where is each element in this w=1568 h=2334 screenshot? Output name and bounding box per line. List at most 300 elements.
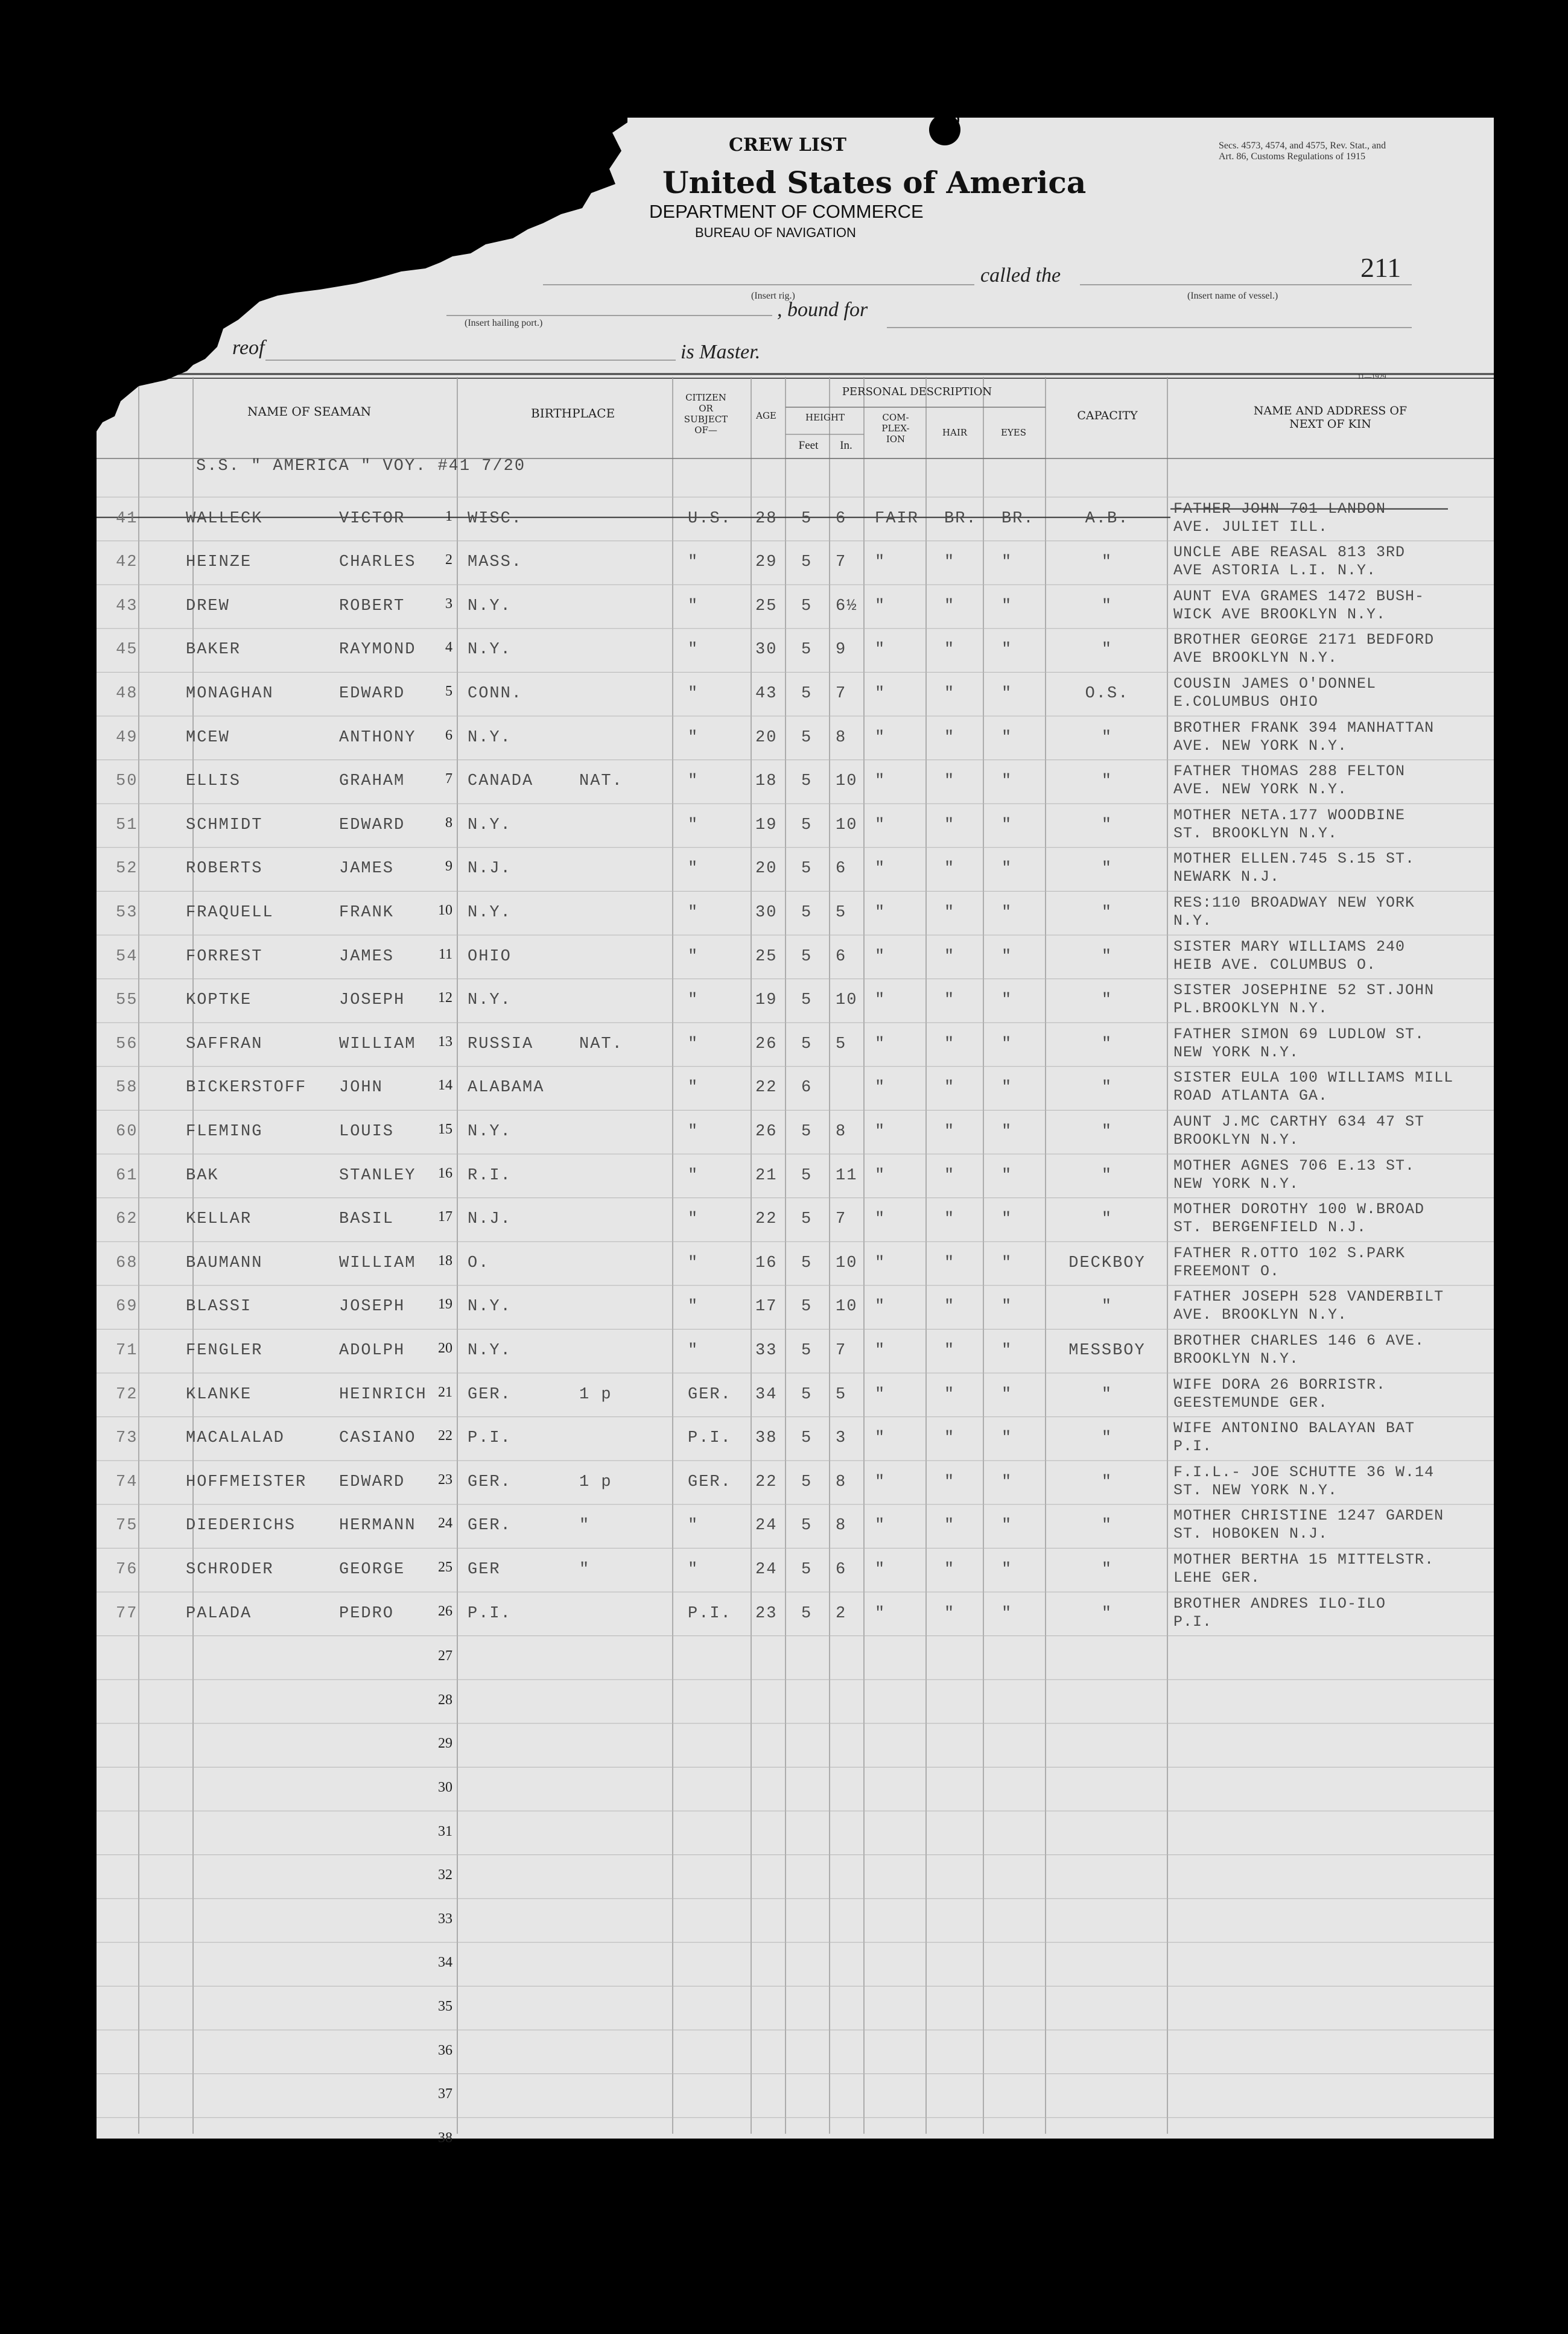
citizenship: " <box>688 1035 699 1053</box>
seaman-first-name: EDWARD <box>339 816 405 834</box>
naturalized-note: NAT. <box>579 772 623 791</box>
form-title: CREW LIST <box>729 135 846 156</box>
seaman-first-name: ANTHONY <box>339 728 416 747</box>
next-of-kin-line-1: MOTHER DOROTHY 100 W.BROAD <box>1173 1200 1425 1219</box>
row-ref-number: 58 <box>116 1079 138 1097</box>
empty-row-number: 35 <box>438 1999 452 2014</box>
seaman-last-name: FENGLER <box>186 1342 263 1360</box>
seaman-last-name: ROBERTS <box>186 860 263 878</box>
seaman-last-name: FORREST <box>186 947 263 966</box>
seaman-first-name: JOSEPH <box>339 991 405 1010</box>
age: 20 <box>755 728 778 747</box>
next-of-kin-line-1: MOTHER AGNES 706 E.13 ST. <box>1173 1156 1415 1175</box>
next-of-kin-line-2: ST. HOBOKEN N.J. <box>1173 1525 1328 1543</box>
hair-color: " <box>944 641 956 659</box>
capacity: " <box>1101 1604 1113 1623</box>
complexion: " <box>875 641 886 659</box>
age: 25 <box>755 597 778 615</box>
naturalized-note: 1 p <box>579 1473 612 1491</box>
height-inches: 5 <box>836 1035 847 1053</box>
height-feet: 5 <box>801 1517 813 1535</box>
hair-color: " <box>944 772 956 791</box>
capacity: " <box>1101 1123 1113 1141</box>
seaman-first-name: ADOLPH <box>339 1342 405 1360</box>
birthplace: N.Y. <box>468 991 512 1010</box>
seaman-first-name: VICTOR <box>339 509 405 528</box>
naturalized-note: NAT. <box>579 1035 623 1053</box>
seaman-first-name: RAYMOND <box>339 641 416 659</box>
row-ref-number: 60 <box>116 1123 138 1141</box>
eye-color: " <box>1001 1604 1013 1623</box>
next-of-kin-line-2: FREEMONT O. <box>1173 1262 1280 1280</box>
birthplace: GER. <box>468 1473 512 1491</box>
row-number: 15 <box>438 1121 452 1137</box>
citizenship: " <box>688 1254 699 1272</box>
eye-color: " <box>1001 1342 1013 1360</box>
statute-note: Secs. 4573, 4574, and 4575, Rev. Stat., and Art. 86, Customs Regulations of 1915 <box>1219 141 1386 162</box>
eye-color: " <box>1001 1473 1013 1491</box>
empty-row-number: 27 <box>438 1648 452 1664</box>
height-inches: 8 <box>836 1473 847 1491</box>
row-ref-number: 41 <box>116 509 138 528</box>
row-ref-number: 62 <box>116 1210 138 1229</box>
complexion: " <box>875 1123 886 1141</box>
seaman-last-name: SAFFRAN <box>186 1035 263 1053</box>
col-header-birthplace: BIRTHPLACE <box>531 406 615 420</box>
bound-for-label: , bound for <box>777 299 868 321</box>
birthplace: N.Y. <box>468 816 512 834</box>
eye-color: " <box>1001 641 1013 659</box>
citizenship: " <box>688 1517 699 1535</box>
eye-color: " <box>1001 597 1013 615</box>
seaman-first-name: CASIANO <box>339 1429 416 1448</box>
birthplace: N.Y. <box>468 1342 512 1360</box>
next-of-kin-line-1: BROTHER ANDRES ILO-ILO <box>1173 1594 1386 1613</box>
seaman-first-name: HEINRICH <box>339 1385 427 1404</box>
hair-color: " <box>944 1561 956 1579</box>
age: 24 <box>755 1517 778 1535</box>
col-header-personal: PERSONAL DESCRIPTION <box>842 385 992 398</box>
age: 38 <box>755 1429 778 1448</box>
row-number: 14 <box>438 1077 452 1094</box>
age: 19 <box>755 991 778 1010</box>
next-of-kin-line-1: MOTHER ELLEN.745 S.15 ST. <box>1173 850 1415 868</box>
birthplace: O. <box>468 1254 490 1272</box>
citizenship: " <box>688 1210 699 1229</box>
seaman-last-name: KELLAR <box>186 1210 252 1229</box>
height-feet: 5 <box>801 597 813 615</box>
hair-color: " <box>944 728 956 747</box>
seaman-last-name: SCHMIDT <box>186 816 263 834</box>
empty-row-number: 36 <box>438 2042 452 2058</box>
row-ref-number: 51 <box>116 816 138 834</box>
empty-row-number: 31 <box>438 1823 452 1839</box>
eye-color: " <box>1001 1254 1013 1272</box>
height-inches: 6 <box>836 509 847 528</box>
next-of-kin-line-2: ST. BERGENFIELD N.J. <box>1173 1219 1367 1237</box>
age: 30 <box>755 641 778 659</box>
row-ref-number: 50 <box>116 772 138 791</box>
col-header-capacity: CAPACITY <box>1077 409 1138 422</box>
height-feet: 5 <box>801 1473 813 1491</box>
birthplace: N.Y. <box>468 1123 512 1141</box>
next-of-kin-line-1: FATHER JOSEPH 528 VANDERBILT <box>1173 1288 1444 1306</box>
row-number: 11 <box>438 946 452 962</box>
height-feet: 5 <box>801 816 813 834</box>
hair-color: " <box>944 991 956 1010</box>
seaman-last-name: MONAGHAN <box>186 685 274 703</box>
row-number: 18 <box>438 1252 452 1269</box>
birthplace: N.Y. <box>468 1298 512 1316</box>
citizenship: " <box>688 1342 699 1360</box>
row-number: 4 <box>445 639 452 656</box>
capacity: " <box>1101 597 1113 615</box>
next-of-kin-line-2: AVE. JULIET ILL. <box>1173 518 1328 536</box>
height-inches: 6½ <box>836 597 858 615</box>
next-of-kin-line-2: AVE. NEW YORK N.Y. <box>1173 781 1348 799</box>
seaman-last-name: PALADA <box>186 1604 252 1623</box>
age: 16 <box>755 1254 778 1272</box>
row-ref-number: 49 <box>116 728 138 747</box>
next-of-kin-line-1: WIFE DORA 26 BORRISTR. <box>1173 1375 1386 1394</box>
row-ref-number: 72 <box>116 1385 138 1404</box>
capacity: DECKBOY <box>1068 1254 1146 1272</box>
capacity: " <box>1101 728 1113 747</box>
next-of-kin-line-2: HEIB AVE. COLUMBUS O. <box>1173 956 1377 974</box>
height-inches: 8 <box>836 728 847 747</box>
next-of-kin-line-2: ST. BROOKLYN N.Y. <box>1173 824 1338 842</box>
birthplace: GER <box>468 1561 501 1579</box>
height-feet: 5 <box>801 1254 813 1272</box>
next-of-kin-line-1: MOTHER NETA.177 WOODBINE <box>1173 806 1406 824</box>
height-inches: 8 <box>836 1123 847 1141</box>
complexion: " <box>875 772 886 791</box>
complexion: " <box>875 1254 886 1272</box>
next-of-kin-line-1: UNCLE ABE REASAL 813 3RD <box>1173 544 1406 562</box>
capacity: " <box>1101 1517 1113 1535</box>
capacity: " <box>1101 947 1113 966</box>
col-header-height: HEIGHT <box>805 412 845 423</box>
hair-color: " <box>944 1079 956 1097</box>
row-number: 22 <box>438 1428 452 1444</box>
seaman-first-name: EDWARD <box>339 685 405 703</box>
birthplace: MASS. <box>468 553 523 572</box>
hair-color: " <box>944 1517 956 1535</box>
seaman-last-name: BICKERSTOFF <box>186 1079 307 1097</box>
hair-color: " <box>944 1604 956 1623</box>
height-feet: 5 <box>801 1298 813 1316</box>
row-number: 12 <box>438 990 452 1006</box>
row-ref-number: 48 <box>116 685 138 703</box>
birthplace: P.I. <box>468 1604 512 1623</box>
hair-color: BR. <box>944 509 977 528</box>
height-feet: 6 <box>801 1079 813 1097</box>
height-feet: 5 <box>801 553 813 572</box>
row-number: 17 <box>438 1209 452 1225</box>
capacity: " <box>1101 991 1113 1010</box>
birthplace: N.J. <box>468 1210 512 1229</box>
voyage-line: S.S. " AMERICA " VOY. #41 7/20 <box>196 457 526 475</box>
height-feet: 5 <box>801 1604 813 1623</box>
height-feet: 5 <box>801 1035 813 1053</box>
eye-color: " <box>1001 860 1013 878</box>
eye-color: " <box>1001 1123 1013 1141</box>
punch-hole <box>928 118 970 154</box>
eye-color: " <box>1001 947 1013 966</box>
capacity: " <box>1101 1035 1113 1053</box>
age: 26 <box>755 1123 778 1141</box>
birthplace: GER. <box>468 1385 512 1404</box>
birthplace: CANADA <box>468 772 534 791</box>
empty-row-number: 29 <box>438 1736 452 1752</box>
age: 18 <box>755 772 778 791</box>
complexion: " <box>875 728 886 747</box>
empty-row-number: 37 <box>438 2086 452 2102</box>
hair-color: " <box>944 1429 956 1448</box>
complexion: " <box>875 1210 886 1229</box>
row-ref-number: 61 <box>116 1166 138 1185</box>
height-inches: 5 <box>836 904 847 922</box>
age: 19 <box>755 816 778 834</box>
age: 33 <box>755 1342 778 1360</box>
next-of-kin-line-2: AVE ASTORIA L.I. N.Y. <box>1173 562 1377 580</box>
birthplace: R.I. <box>468 1166 512 1185</box>
height-feet: 5 <box>801 904 813 922</box>
seaman-first-name: WILLIAM <box>339 1035 416 1053</box>
complexion: " <box>875 860 886 878</box>
height-inches: 10 <box>836 991 858 1010</box>
citizenship: " <box>688 991 699 1010</box>
row-ref-number: 74 <box>116 1473 138 1491</box>
eye-color: " <box>1001 991 1013 1010</box>
is-master-label: is Master. <box>681 341 761 363</box>
height-feet: 5 <box>801 947 813 966</box>
eye-color: " <box>1001 553 1013 572</box>
height-inches: 10 <box>836 1254 858 1272</box>
row-ref-number: 45 <box>116 641 138 659</box>
row-ref-number: 76 <box>116 1561 138 1579</box>
row-number: 3 <box>445 595 452 612</box>
row-ref-number: 43 <box>116 597 138 615</box>
next-of-kin-line-1: SISTER MARY WILLIAMS 240 <box>1173 937 1406 956</box>
next-of-kin-line-2: ST. NEW YORK N.Y. <box>1173 1481 1338 1499</box>
age: 24 <box>755 1561 778 1579</box>
department-heading: DEPARTMENT OF COMMERCE <box>649 201 924 222</box>
complexion: " <box>875 816 886 834</box>
next-of-kin-line-2: P.I. <box>1173 1438 1213 1456</box>
citizenship: P.I. <box>688 1429 732 1448</box>
eye-color: " <box>1001 1429 1013 1448</box>
naturalized-note: 1 p <box>579 1385 612 1404</box>
complexion: " <box>875 1517 886 1535</box>
age: 21 <box>755 1166 778 1185</box>
next-of-kin-line-2: E.COLUMBUS OHIO <box>1173 693 1319 711</box>
complexion: " <box>875 1079 886 1097</box>
height-feet: 5 <box>801 509 813 528</box>
row-number: 7 <box>445 771 452 787</box>
eye-color: BR. <box>1001 509 1035 528</box>
eye-color: " <box>1001 1166 1013 1185</box>
next-of-kin-line-2: GEESTEMUNDE GER. <box>1173 1394 1328 1412</box>
col-header-kin: NAME AND ADDRESS OF NEXT OF KIN <box>1253 404 1408 431</box>
next-of-kin-line-2: BROOKLYN N.Y. <box>1173 1131 1300 1149</box>
next-of-kin-line-2: P.I. <box>1173 1613 1213 1631</box>
seaman-first-name: GEORGE <box>339 1561 405 1579</box>
insert-port-note: (Insert hailing port.) <box>465 318 543 328</box>
capacity: " <box>1101 553 1113 572</box>
next-of-kin-line-1: BROTHER CHARLES 146 6 AVE. <box>1173 1332 1425 1349</box>
height-feet: 5 <box>801 1166 813 1185</box>
seaman-last-name: BAK <box>186 1166 219 1185</box>
next-of-kin-line-1: AUNT J.MC CARTHY 634 47 ST <box>1173 1113 1425 1131</box>
complexion: " <box>875 1035 886 1053</box>
naturalized-note: " <box>579 1517 591 1535</box>
hair-color: " <box>944 947 956 966</box>
empty-row-number: 38 <box>438 2129 452 2146</box>
complexion: " <box>875 553 886 572</box>
col-header-name: NAME OF SEAMAN <box>247 404 372 419</box>
next-of-kin-line-1: SISTER EULA 100 WILLIAMS MILL <box>1173 1069 1454 1087</box>
hair-color: " <box>944 1166 956 1185</box>
citizenship: " <box>688 772 699 791</box>
eye-color: " <box>1001 1298 1013 1316</box>
crew-list-document <box>97 118 1494 2146</box>
next-of-kin-line-1: MOTHER CHRISTINE 1247 GARDEN <box>1173 1507 1444 1525</box>
eye-color: " <box>1001 1079 1013 1097</box>
col-header-eyes: EYES <box>1000 427 1027 438</box>
row-number: 24 <box>438 1515 452 1532</box>
citizenship: GER. <box>688 1385 732 1404</box>
complexion: " <box>875 1298 886 1316</box>
age: 28 <box>755 509 778 528</box>
citizenship: " <box>688 947 699 966</box>
hair-color: " <box>944 597 956 615</box>
complexion: " <box>875 1429 886 1448</box>
eye-color: " <box>1001 816 1013 834</box>
capacity: " <box>1101 904 1113 922</box>
seaman-last-name: HOFFMEISTER <box>186 1473 307 1491</box>
capacity: " <box>1101 772 1113 791</box>
seaman-first-name: EDWARD <box>339 1473 405 1491</box>
empty-row-number: 33 <box>438 1911 452 1927</box>
row-number: 21 <box>438 1384 452 1400</box>
height-feet: 5 <box>801 1429 813 1448</box>
eye-color: " <box>1001 685 1013 703</box>
birthplace: WISC. <box>468 509 523 528</box>
seaman-last-name: MACALALAD <box>186 1429 285 1448</box>
seaman-first-name: HERMANN <box>339 1517 416 1535</box>
row-number: 6 <box>445 727 452 743</box>
complexion: " <box>875 1385 886 1404</box>
age: 29 <box>755 553 778 572</box>
row-number: 25 <box>438 1559 452 1575</box>
eye-color: " <box>1001 1210 1013 1229</box>
hair-color: " <box>944 1473 956 1491</box>
next-of-kin-line-1: WIFE ANTONINO BALAYAN BAT <box>1173 1419 1415 1438</box>
seaman-first-name: JOSEPH <box>339 1298 405 1316</box>
col-header-citizen: CITIZEN OR SUBJECT OF— <box>684 392 728 436</box>
height-inches: 7 <box>836 1210 847 1229</box>
seaman-first-name: STANLEY <box>339 1166 416 1185</box>
height-inches: 11 <box>836 1166 858 1185</box>
complexion: " <box>875 947 886 966</box>
height-inches: 7 <box>836 1342 847 1360</box>
eye-color: " <box>1001 1385 1013 1404</box>
hair-color: " <box>944 1298 956 1316</box>
citizenship: " <box>688 1079 699 1097</box>
height-inches: 2 <box>836 1604 847 1623</box>
hair-color: " <box>944 1254 956 1272</box>
next-of-kin-line-1: RES:110 BROADWAY NEW YORK <box>1173 894 1415 912</box>
hair-color: " <box>944 1385 956 1404</box>
seaman-last-name: DIEDERICHS <box>186 1517 296 1535</box>
capacity: " <box>1101 641 1113 659</box>
age: 34 <box>755 1385 778 1404</box>
citizenship: GER. <box>688 1473 732 1491</box>
citizenship: " <box>688 1298 699 1316</box>
row-number: 19 <box>438 1296 452 1313</box>
row-ref-number: 68 <box>116 1254 138 1272</box>
row-ref-number: 69 <box>116 1298 138 1316</box>
seaman-last-name: BAKER <box>186 641 241 659</box>
next-of-kin-line-1: COUSIN JAMES O'DONNEL <box>1173 675 1377 693</box>
row-number: 20 <box>438 1340 452 1356</box>
citizenship: " <box>688 553 699 572</box>
citizenship: " <box>688 728 699 747</box>
height-feet: 5 <box>801 991 813 1010</box>
height-inches: 7 <box>836 553 847 572</box>
complexion: " <box>875 1473 886 1491</box>
citizenship: " <box>688 816 699 834</box>
height-feet: 5 <box>801 1561 813 1579</box>
complexion: " <box>875 991 886 1010</box>
next-of-kin-line-2: ROAD ATLANTA GA. <box>1173 1087 1328 1105</box>
seaman-last-name: WALLECK <box>186 509 263 528</box>
row-number: 1 <box>445 508 452 524</box>
age: 20 <box>755 860 778 878</box>
birthplace: N.J. <box>468 860 512 878</box>
row-number: 23 <box>438 1471 452 1488</box>
seaman-last-name: BLASSI <box>186 1298 252 1316</box>
citizenship: P.I. <box>688 1604 732 1623</box>
height-feet: 5 <box>801 1385 813 1404</box>
citizenship: " <box>688 641 699 659</box>
complexion: " <box>875 1166 886 1185</box>
birthplace: N.Y. <box>468 597 512 615</box>
country-heading: United States of America <box>662 165 1087 200</box>
page-number: 211 <box>1360 252 1401 283</box>
next-of-kin-line-2: WICK AVE BROOKLYN N.Y. <box>1173 605 1386 623</box>
capacity: " <box>1101 1166 1113 1185</box>
seaman-first-name: JAMES <box>339 947 395 966</box>
col-header-hair: HAIR <box>942 427 968 438</box>
age: 43 <box>755 685 778 703</box>
citizenship: " <box>688 1561 699 1579</box>
height-inches: 10 <box>836 816 858 834</box>
complexion: " <box>875 597 886 615</box>
height-inches: 10 <box>836 772 858 791</box>
hair-color: " <box>944 685 956 703</box>
citizenship: " <box>688 1166 699 1185</box>
height-feet: 5 <box>801 641 813 659</box>
row-ref-number: 73 <box>116 1429 138 1448</box>
form-code: 11—1929 <box>1357 372 1386 381</box>
row-ref-number: 42 <box>116 553 138 572</box>
row-number: 13 <box>438 1033 452 1050</box>
height-feet: 5 <box>801 1123 813 1141</box>
complexion: FAIR <box>875 509 919 528</box>
height-feet: 5 <box>801 1210 813 1229</box>
